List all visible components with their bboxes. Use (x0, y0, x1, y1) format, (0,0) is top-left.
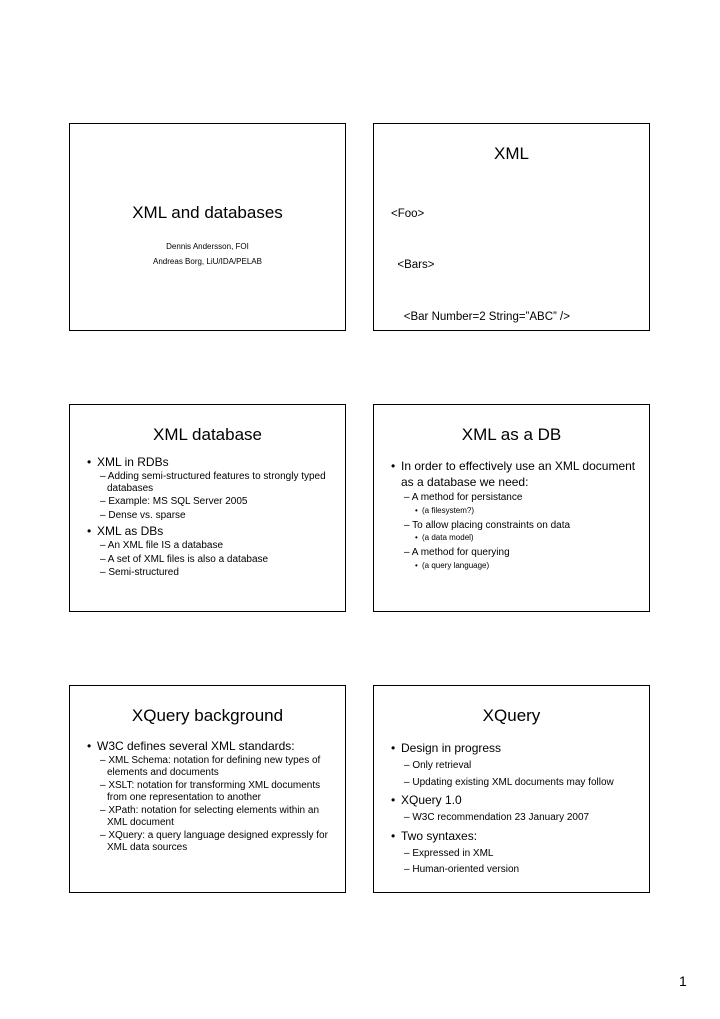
sub-bullet: – XQuery: a query language designed expressly for XML data sources (100, 830, 328, 853)
slide-1 (69, 123, 346, 331)
slide-2 (373, 123, 650, 331)
bullet: • Two syntaxes: (391, 829, 641, 843)
sub-bullet: – Human-oriented version (404, 864, 520, 875)
sub-sub-bullet: • (a filesystem?) (391, 506, 641, 516)
sub-bullet: – XML Schema: notation for defining new types of elements and documents (100, 755, 321, 778)
bullet: • Design in progress (391, 741, 641, 755)
author-line: Andreas Borg, LiU/IDA/PELAB (153, 257, 262, 266)
bullet: • W3C defines several XML standards: (87, 739, 337, 753)
slide-title: XML database (153, 425, 262, 444)
sub-bullet: – W3C recommendation 23 January 2007 (404, 812, 590, 823)
code-line: <Bars> (391, 259, 435, 272)
slide-body (87, 452, 337, 579)
slide-3 (69, 404, 346, 612)
slide-title: XML as a DB (461, 425, 562, 444)
sub-bullet: – Expressed in XML (404, 847, 494, 859)
sub-bullet: – Semi-structured (100, 567, 179, 578)
slide-body (391, 738, 641, 876)
sub-bullet: – Dense vs. sparse (100, 509, 186, 521)
code-line: <Bar Number=2 String=”ABC” /> (391, 311, 570, 324)
sub-bullet: – Example: MS SQL Server 2005 (100, 496, 248, 507)
sub-bullet: – Adding semi-structured features to strongly typed databases (100, 471, 326, 494)
slide-6 (373, 685, 650, 893)
sub-bullet: – A method for querying (404, 547, 510, 558)
sub-bullet: – A set of XML files is also a database (100, 553, 269, 565)
sub-bullet: – Updating existing XML documents may follow (404, 776, 614, 788)
sub-bullet: – An XML file IS a database (100, 540, 224, 551)
page-number: 1 (679, 973, 687, 989)
slide-title: XQuery background (131, 706, 284, 725)
slide-title: XML and databases (132, 203, 283, 222)
sub-bullet: – XSLT: notation for transforming XML documents from one representation to another (100, 780, 321, 803)
slide-title: XQuery (482, 706, 541, 725)
slide-4 (373, 404, 650, 612)
sub-bullet: – A method for persistance (404, 492, 523, 503)
slide-title: XML (494, 144, 529, 163)
code-line: <Foo> (391, 207, 425, 220)
slide-body (391, 455, 641, 571)
bullet: • XML as DBs (87, 524, 337, 538)
bullet: • In order to effectively use an XML document as a database we need: (391, 458, 641, 490)
slide-5 (69, 685, 346, 893)
slide-authors (70, 239, 345, 269)
bullet: • XQuery 1.0 (391, 793, 641, 807)
author-line: Dennis Andersson, FOI (166, 242, 249, 251)
sub-sub-bullet: • (a query language) (391, 561, 641, 571)
bullet: • XML in RDBs (87, 455, 337, 469)
sub-bullet: – Only retrieval (404, 760, 472, 771)
slide-body (87, 736, 337, 853)
sub-bullet: – XPath: notation for selecting elements within an XML document (100, 805, 320, 828)
sub-sub-bullet: • (a data model) (391, 533, 641, 543)
xml-code-block (391, 171, 570, 331)
sub-bullet: – To allow placing constraints on data (404, 519, 571, 531)
